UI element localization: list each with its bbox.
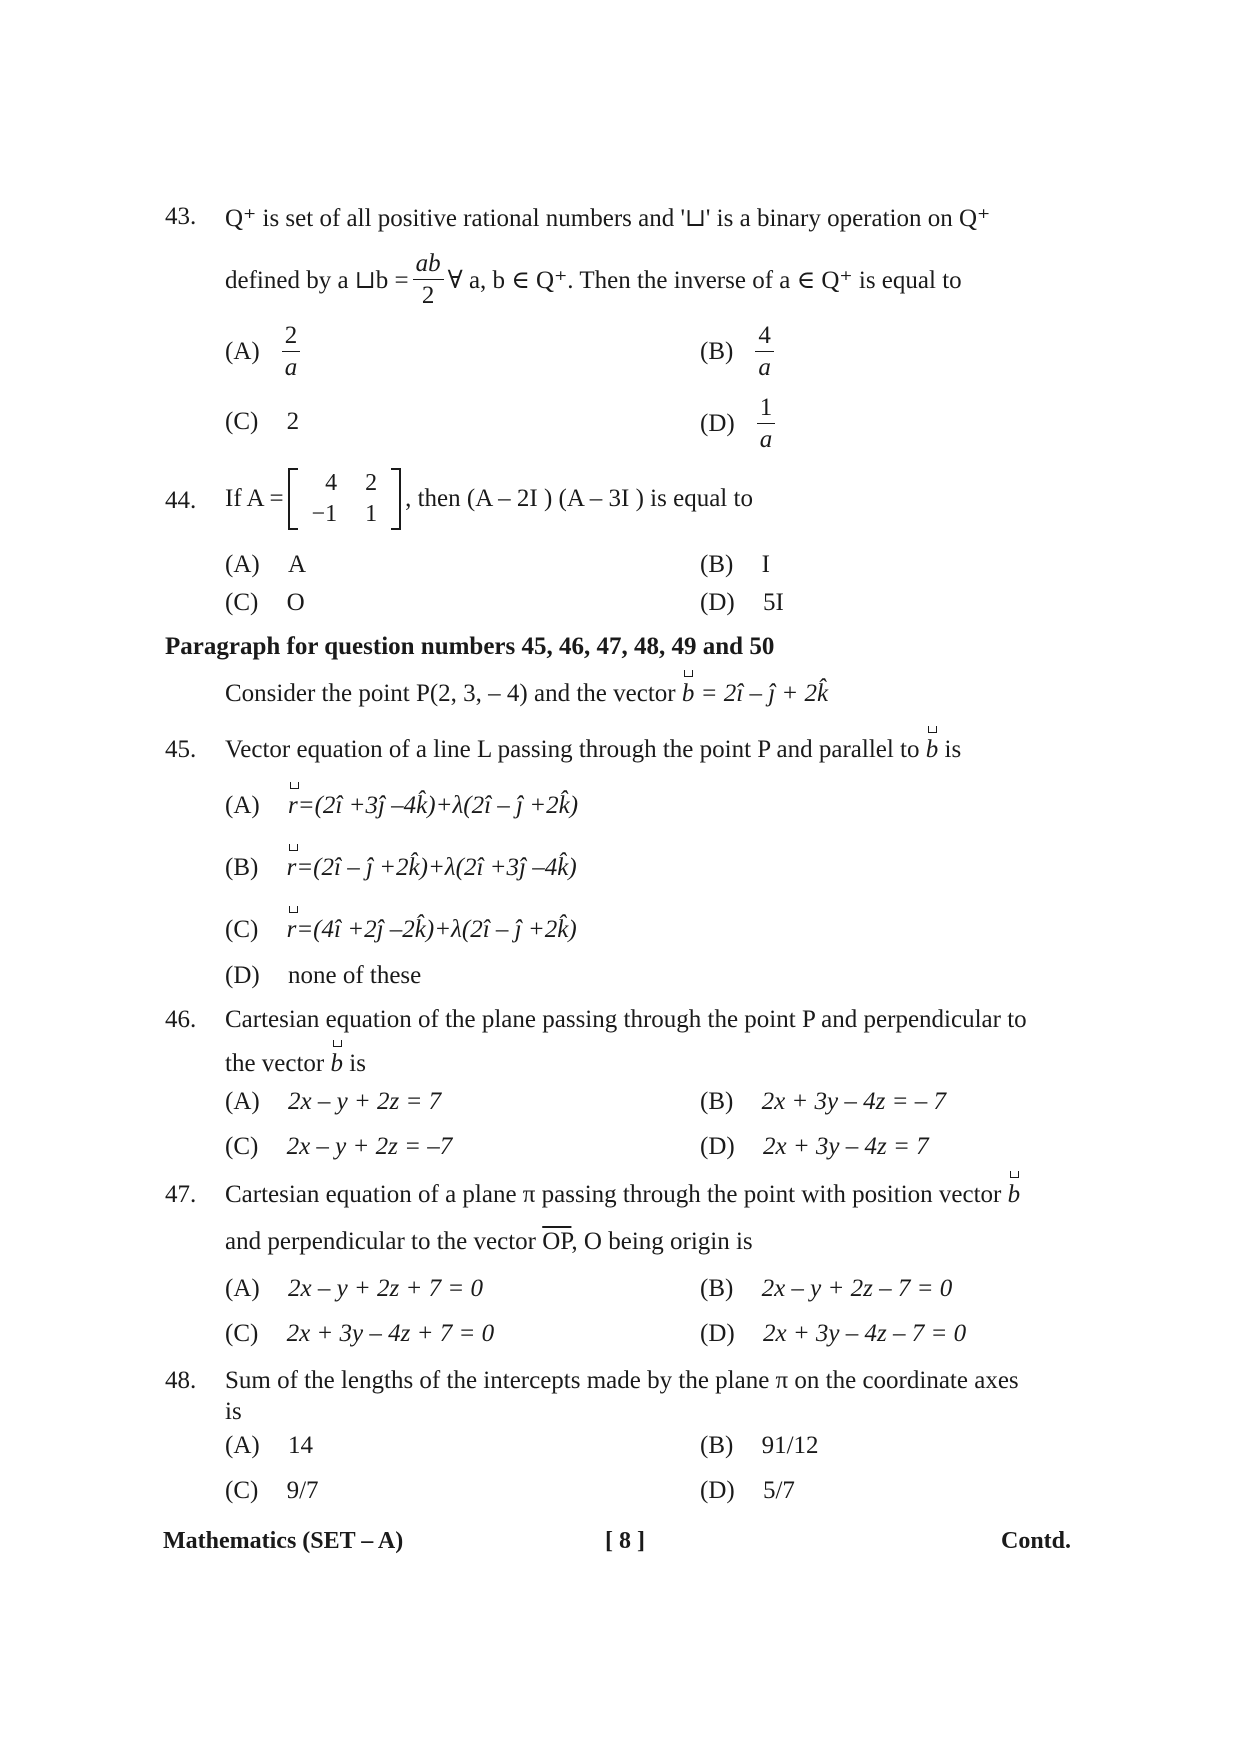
option-c[interactable] (225, 408, 299, 436)
option-a[interactable] (225, 1088, 441, 1116)
option-c[interactable] (225, 589, 305, 617)
question-text-pre: Vector equation of a line L passing through the point P and parallel to (225, 736, 920, 763)
footer-contd: Contd. (1001, 1528, 1072, 1554)
fraction (413, 248, 444, 312)
option-b[interactable] (700, 1088, 946, 1116)
option-d[interactable] (700, 1320, 966, 1348)
question-text (225, 468, 753, 530)
definition-text: ∀ a, b ∈ Q⁺. Then the inverse of a ∈ Q⁺ is equal to (447, 266, 962, 294)
matrix-a (288, 468, 402, 530)
matrix-suffix: , then (A – 2I ) (A – 3I ) is equal to (405, 485, 753, 512)
fraction-numerator: 2 (282, 320, 301, 352)
option-c[interactable] (225, 1477, 319, 1505)
option-label: (B) (700, 551, 734, 578)
option-b[interactable] (700, 1275, 952, 1303)
option-text: 9/7 (286, 1477, 319, 1504)
question-text-line2 (225, 1050, 366, 1078)
option-text: 91/12 (761, 1432, 819, 1459)
fraction-denominator: a (284, 354, 298, 382)
option-label: (B) (700, 1432, 734, 1459)
question-text-post: is (944, 736, 962, 763)
option-text: 14 (287, 1432, 313, 1459)
option-text: 2x + 3y – 4z + 7 = 0 (286, 1320, 495, 1347)
option-text: 2x – y + 2z = 7 (287, 1088, 442, 1115)
fraction-denominator: a (758, 354, 771, 382)
paragraph-text-pre: Consider the point P(2, 3, – 4) and the vector (225, 680, 676, 707)
option-d[interactable] (700, 1133, 929, 1161)
option-label: (D) (700, 1133, 735, 1160)
option-text: 2x – y + 2z = –7 (286, 1133, 453, 1160)
question-number: 48. (165, 1367, 197, 1394)
option-text: =(2î +3ĵ –4k̂)+λ(2î – ĵ +2k̂) (297, 792, 579, 819)
vector-b: b (330, 1050, 344, 1077)
option-label: (C) (225, 1477, 259, 1504)
option-text: 5I (762, 589, 784, 616)
option-label: (C) (225, 589, 259, 616)
option-d[interactable] (700, 392, 779, 456)
question-text: Cartesian equation of the plane passing through the point P and perpendicular to (225, 1006, 1027, 1033)
option-label: (C) (225, 916, 259, 943)
option-label: (B) (700, 337, 734, 365)
option-a[interactable] (225, 320, 304, 384)
question-number: 45. (165, 736, 197, 763)
option-label: (B) (700, 1275, 734, 1302)
question-text-pre: Cartesian equation of a plane π passing through the point with position vector (225, 1181, 1002, 1208)
vector-r: r (286, 916, 297, 943)
option-a[interactable] (225, 1432, 313, 1460)
option-text: none of these (287, 962, 422, 989)
page-number: [ 8 ] (605, 1528, 645, 1554)
option-fraction (282, 320, 301, 384)
option-label: (A) (225, 1275, 260, 1302)
option-text: 2 (286, 408, 300, 435)
question-text (225, 1181, 1020, 1209)
fraction-numerator: ab (413, 248, 444, 280)
option-label: (C) (225, 408, 259, 435)
option-label: (A) (225, 551, 260, 578)
option-label: (B) (225, 854, 259, 881)
question-number: 47. (165, 1181, 197, 1208)
vector-op: $\overline{OP}$ (542, 1228, 572, 1255)
fraction-numerator: 4 (755, 320, 774, 352)
option-fraction (757, 392, 776, 456)
option-c[interactable] (225, 1133, 452, 1161)
option-text: 2x – y + 2z + 7 = 0 (287, 1275, 484, 1302)
paragraph-heading: Paragraph for question numbers 45, 46, 47, 48, 49 and 50 (165, 633, 775, 660)
option-text: 5/7 (762, 1477, 795, 1504)
option-label: (D) (700, 1477, 735, 1504)
option-text: 2x + 3y – 4z = – 7 (761, 1088, 946, 1115)
question-text-line2 (225, 1228, 753, 1256)
option-label: (D) (700, 589, 735, 616)
vector-b: b (925, 736, 939, 763)
option-label: (B) (700, 1088, 734, 1115)
option-text: O (286, 589, 305, 616)
question-text-post: is (349, 1050, 366, 1077)
option-text: A (287, 551, 307, 578)
option-b[interactable] (225, 854, 577, 882)
option-label: (D) (700, 1320, 735, 1347)
question-text (225, 736, 961, 764)
option-b[interactable] (700, 1432, 819, 1460)
question-text-line2 (225, 248, 962, 312)
fraction-numerator: 1 (757, 392, 776, 424)
option-label: (A) (225, 792, 260, 819)
option-c[interactable] (225, 1320, 494, 1348)
option-d[interactable] (700, 1477, 795, 1505)
vector-b: b (1007, 1181, 1021, 1208)
option-a[interactable] (225, 792, 578, 820)
matrix-cell: 4 (325, 470, 338, 496)
fraction-denominator: a (759, 426, 773, 454)
option-text: I (761, 551, 770, 578)
option-label: (D) (225, 962, 260, 989)
option-label: (C) (225, 1320, 259, 1347)
option-text: =(2î – ĵ +2k̂)+λ(2î +3ĵ –4k̂) (296, 854, 577, 881)
question-number: 43. (165, 203, 197, 230)
question-text-pre: and perpendicular to the vector (225, 1228, 536, 1255)
option-label: (A) (225, 1088, 260, 1115)
question-text-pre: the vector (225, 1050, 325, 1077)
option-c[interactable] (225, 916, 577, 944)
question-text-post: , O being origin is (571, 1228, 753, 1255)
option-text: 2x – y + 2z – 7 = 0 (761, 1275, 953, 1302)
footer-subject: Mathematics (SET – A) (163, 1528, 404, 1554)
option-fraction (755, 320, 774, 384)
option-d[interactable] (225, 962, 421, 990)
fraction-denominator: 2 (421, 282, 435, 310)
question-text-line2: is (225, 1398, 242, 1425)
matrix-cell: 2 (365, 470, 378, 496)
option-b[interactable] (700, 551, 770, 579)
option-label: (A) (225, 337, 260, 365)
option-text: 2x + 3y – 4z = 7 (762, 1133, 929, 1160)
option-label: (C) (225, 1133, 259, 1160)
question-number: 46. (165, 1006, 197, 1033)
matrix-cell: −1 (311, 501, 338, 527)
vector-r: r (287, 792, 298, 819)
option-text: =(4î +2ĵ –2k̂)+λ(2î – ĵ +2k̂) (296, 916, 577, 943)
vector-equation: = 2î – ĵ + 2k̂ (700, 680, 829, 707)
vector-r: r (286, 854, 297, 881)
option-b[interactable] (700, 320, 778, 384)
option-d[interactable] (700, 589, 784, 617)
option-label: (A) (225, 1432, 260, 1459)
matrix-cell: 1 (365, 501, 378, 527)
matrix-prefix: If A = (225, 485, 284, 512)
vector-b: b (681, 680, 695, 707)
definition-text: defined by a ⊔b = (225, 266, 409, 294)
option-a[interactable] (225, 551, 306, 579)
option-a[interactable] (225, 1275, 483, 1303)
paragraph-text (225, 680, 828, 708)
option-text: 2x + 3y – 4z – 7 = 0 (762, 1320, 967, 1347)
question-number: 44. (165, 487, 197, 514)
option-label: (D) (700, 409, 735, 437)
question-text: Sum of the lengths of the intercepts made by the plane π on the coordinate axes (225, 1367, 1019, 1394)
question-text: Q⁺ is set of all positive rational numbers and '⊔' is a binary operation on Q⁺ (225, 205, 991, 232)
